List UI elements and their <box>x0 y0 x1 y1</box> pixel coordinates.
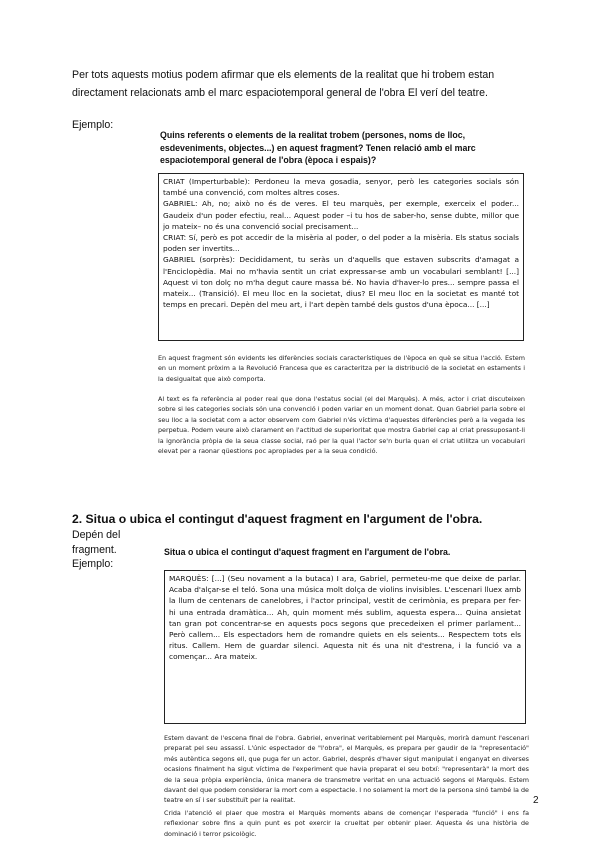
quote-line: CRIAT: Sí, però es pot accedir de la misèria al poder, o del poder a la misèria. Els status socials poden ser invertits... <box>163 233 519 254</box>
side-note-line: fragment. <box>72 543 117 556</box>
section-heading: 2. Situa o ubica el contingut d'aquest fragment en l'argument de l'obra. <box>72 512 483 526</box>
example-label: Ejemplo: <box>72 119 114 131</box>
quote-box-1 <box>158 173 524 341</box>
quote-line: GABRIEL (sorprès): Decididament, tu seràs un d'aquells que estaven subscrits d'amagat a l'Enciclopèdia. Mai no m'havia sentit un criat expressar-se amb un vocabulari semblant! [...] Aquest vi ton dolç no m'ha degut caure massa bé. No havia d'haver-lo pres... sempre passa el mateix... (Transició). El meu lloc en la societat, dius? El meu lloc en la societat es manté tot temps en precari. Depèn del meu art, i l'art depèn també dels gustos d'una època... [...] <box>163 255 519 310</box>
analysis-paragraph-3: Estem davant de l'escena final de l'obra. Gabriel, enverinat veritablement pel Marquès, morirà damunt l'escenari preparat pel seu assassí. L'únic espectador de "l'obra", el Marquès, es prepara per gaudir de la "representació" més autèntica segons ell, que puga fer un actor. Gabriel, després d'haver sigut manipulat i enganyat en diverses ocasions finalment ha sigut víctima de l'experiment que havia preparat el seu botxí: "representarà" la mort des de la seua pròpia experiència, única manera de transmetre veritat en una actuació segons el Marquès. Estem davant del que podem considerar la mort com a espectacle. I no solament la mort de la persona sinó també la de teatre en sí i ser substituït per la realitat. <box>164 734 529 805</box>
question-2: Situa o ubica el contingut d'aquest fragment en l'argument de l'obra. <box>164 547 451 557</box>
page-number: 2 <box>533 795 539 806</box>
analysis-paragraph-1: En aquest fragment són evidents les diferències socials característiques de l'època en què se situa l'acció. Estem en un moment pròxim a la Revolució Francesa que es caracteritza per la distribució de la societat en estaments i la desigualtat que això comporta. <box>158 354 525 383</box>
side-note-line: Ejemplo: <box>72 558 114 570</box>
intro-paragraph: Per tots aquests motius podem afirmar que els elements de la realitat que hi trobem estan directament relacionats amb el marc espaciotemporal general de l'obra El verí del teatre. <box>72 69 495 99</box>
quote-line: GABRIEL: Ah, no; això no és de veres. El teu marquès, per exemple, exerceix el poder... Gaudeix d'un poder efectiu, real... Aquest poder –i tu hos de saber-ho, sense dubte, millor que jo mateix– no és una convenció social precisament... <box>163 199 519 231</box>
side-note-line: Depén del <box>72 529 121 541</box>
side-notes <box>72 528 162 572</box>
quote-text: MARQUÈS: [...] (Seu novament a la butaca) I ara, Gabriel, permeteu-me que deixe de parlar. Acaba d'alçar-se el teló. Sona una música molt dolça de violins invisibles. L'escenari lluex amb la llum de centenars de canelobres, i l'actor principal, vestit de cerimònia, es prepara per fer-hi una entrada dramàtica... Ah, quin moment més sublim, aquesta espera... Quina ansietat tan gran pot concentrar-se en aquests pocs segons que precedeixen el primer parlament... Però callem... Els espectadors hem de romandre quiets en els seients... Respectem tots els ritus. Callem. Hem de guardar silenci. Aquesta nit és una nit d'estrena, i la funció va a començar... Ara mateix. <box>169 574 521 662</box>
quote-line: CRIAT (Imperturbable): Perdoneu la meva gosadia, senyor, però les categories socials són també una convenció, com moltes altres coses. <box>163 177 519 198</box>
quote-box-2 <box>164 570 526 724</box>
analysis-paragraph-2: Al text es fa referència al poder real que dona l'estatus social (el del Marquès). A més, actor i criat discuteixen sobre si les categories socials són una convenció i poden variar en un moment donat. Quan Gabriel parla sobre el seu lloc a la societat com a actor observem com Gabriel n'és víctima d'aquestes diferències però a la vegada les perpetua. Podem veure això clarament en l'actitud de superioritat que mostra Gabriel cap al criat pressuposant-li la ignorància pròpia de la seua classe social, raó per la qual l'actor se'n burla quan el criat utilitza un vocabulari elevat per a raonar qüestions poc apropiades per a la seua condició. <box>158 395 525 456</box>
analysis-paragraph-4: Crida l'atenció el plaer que mostra el Marquès moments abans de començar l'esperada "funció" i ens fa reflexionar sobre fins a quin punt es pot exercir la crueltat per obtenir plaer. Aquesta és una història de dominació i terror psicològic. <box>164 809 529 838</box>
question-1: Quins referents o elements de la realitat trobem (persones, noms de lloc, esdeveniments, objectes...) en aquest fragment? Tenen relació amb el marc espaciotemporal general de l'obra (època i espais)? <box>160 130 476 165</box>
